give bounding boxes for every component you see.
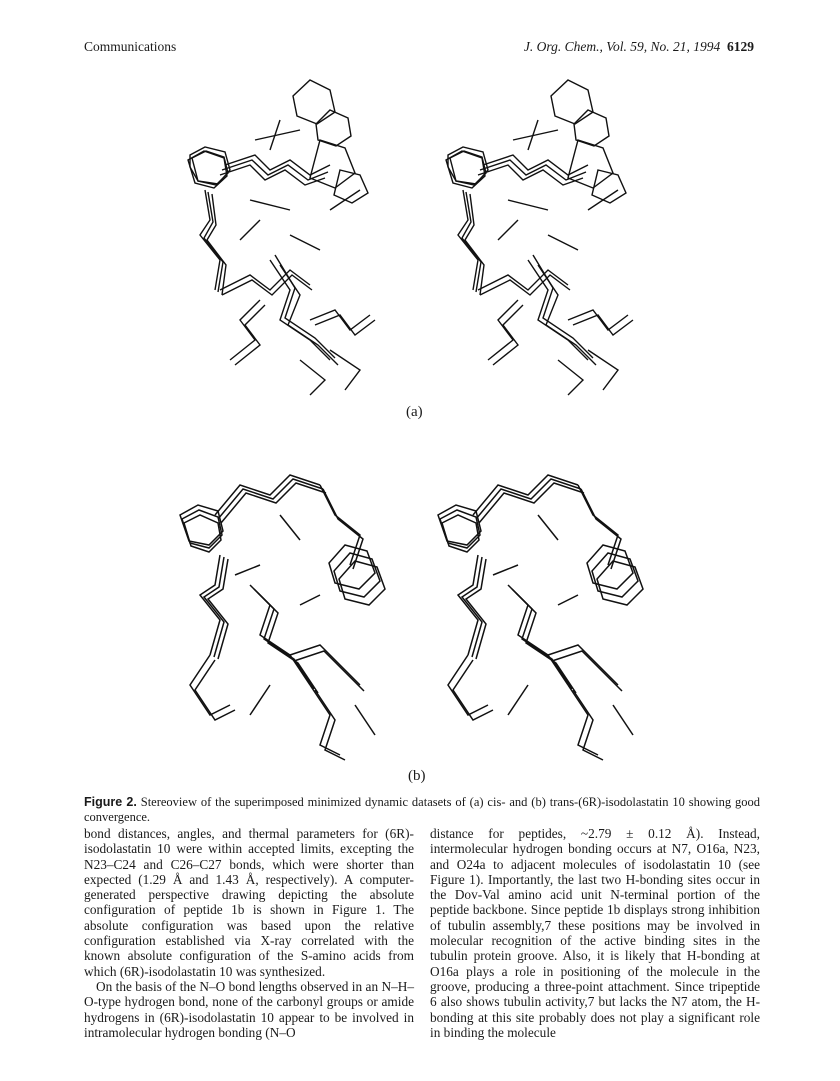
- body-left-column: [84, 826, 414, 1040]
- page-number: 6129: [727, 39, 754, 54]
- journal-citation: J. Org. Chem., Vol. 59, No. 21, 1994: [523, 39, 721, 54]
- paragraph: distance for peptides, ~2.79 ± 0.12 Å). Instead, intermolecular hydrogen bonding occurs at N7, O16a, N23, and O24a to adjacent molecules of isodolastatin 10 (see Figure 1). Importantly, the last two H-bonding sites occur in the Dov-Val amino acid unit N-terminal portion of the peptide backbone. Since peptide 1b displays strong inhibition of tubulin assembly,7 these positions may be involved in molecular recognition of the active binding sites in the tubulin protein groove. Also, it is likely that H-bonding at O16a plays a role in positioning of the molecule in the groove, producing a three-point attachment. Since tripeptide 6 also shows tubulin activity,7 but lacks the N7 atom, the H-bonding at this site probably does not play a significant role in binding the molecule: [430, 826, 760, 1040]
- body-right-column: [430, 826, 760, 1040]
- running-header-section: Communications: [84, 39, 177, 54]
- panel-label-a: (a): [406, 404, 423, 420]
- molecule-drawing-a-right: [446, 80, 633, 395]
- caption-text: Stereoview of the superimposed minimized dynamic datasets of (a) cis- and (b) trans-(6R)-isodolastatin 10 showing good convergence.: [84, 795, 761, 824]
- paragraph: bond distances, angles, and thermal parameters for (6R)-isodolastatin 10 were within accepted limits, excepting the N23–C24 and C26–C27 bonds, which were shorter than expected (1.29 Å and 1.43 Å, respectively). A computer-generated perspective drawing depicting the absolute configuration of peptide 1b is shown in Figure 1. The absolute configuration was based upon the relative configuration established via X-ray correlated with the known absolute configuration of the S-amino acids from which (6R)-isodolastatin 10 was synthesized.: [84, 826, 414, 979]
- panel-label-b: (b): [408, 768, 426, 784]
- caption-lead: Figure 2.: [84, 795, 137, 809]
- running-header-journal: [524, 39, 754, 55]
- molecule-drawing-a-left: [188, 80, 375, 395]
- stereo-figure-a: [160, 60, 680, 400]
- molecule-drawing-b-right: [438, 475, 643, 760]
- paragraph: On the basis of the N–O bond lengths observed in an N–H–O-type hydrogen bond, none of the carbonyl groups or amide hydrogens in (6R)-isodolastatin 10 appear to be involved in intramolecular hydrogen bonding (N–O: [84, 978, 414, 1040]
- molecule-drawing-b-left: [180, 475, 385, 760]
- stereo-figure-b: [160, 455, 680, 765]
- figure-caption: [84, 795, 760, 825]
